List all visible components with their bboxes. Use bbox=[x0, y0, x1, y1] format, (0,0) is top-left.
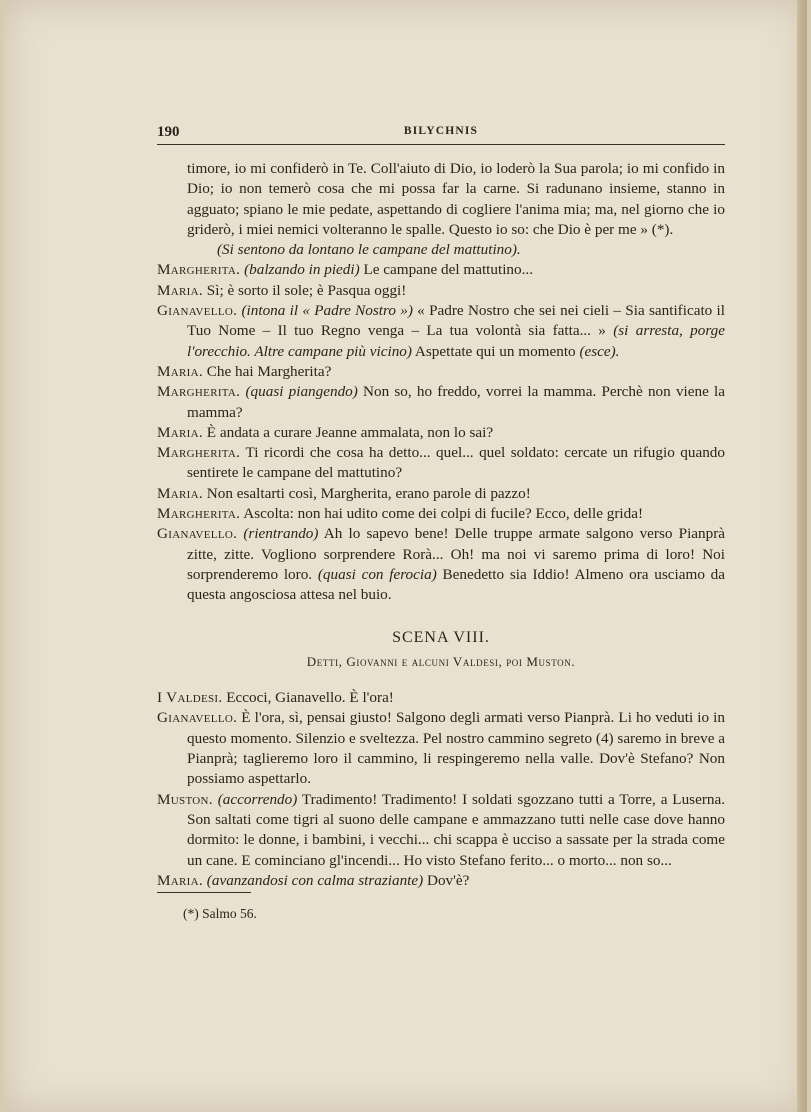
dialogue-line bbox=[157, 423, 725, 443]
speaker-name: Gianavello. bbox=[157, 525, 238, 543]
stage-direction: (balzando in piedi) bbox=[244, 261, 360, 279]
speaker-name: Gianavello. bbox=[157, 302, 238, 320]
speaker-name: Maria. bbox=[157, 423, 203, 441]
dialogue-text: Dov'è? bbox=[427, 871, 470, 889]
dialogue-line bbox=[157, 524, 725, 605]
dialogue-line bbox=[157, 708, 725, 789]
dialogue-line bbox=[157, 484, 725, 504]
stage-direction: (avanzandosi con calma straziante) bbox=[206, 871, 424, 889]
scene-title: SCENA VIII. bbox=[392, 628, 490, 646]
page-edge bbox=[797, 0, 807, 1112]
speaker-name: Gianavello. bbox=[157, 709, 238, 727]
dialogue-line bbox=[157, 382, 725, 423]
dialogue-line bbox=[157, 260, 725, 280]
speaker-name: Muston. bbox=[157, 790, 213, 808]
dialogue-text: È andata a curare Jeanne ammalata, non lo sai? bbox=[206, 423, 494, 441]
speaker-name: Margherita. bbox=[157, 505, 241, 523]
stage-direction: (intona il « Padre Nostro ») bbox=[241, 302, 413, 320]
dialogue-text: Tradimento! Tradimento! I soldati sgozzano tutti a Torre, a Luserna. Son saltati come tigri al suono delle campane e ammazzano tutti nelle case dove hanno dormito: le donne, i bambini, i vecchi... chi scappa è ucciso a sassate per la strada come un cane. E cominciano gl'incendi... Ho visto Stefano ferito... o morto... non so... bbox=[187, 790, 726, 869]
speaker-name: I Valdesi. bbox=[157, 689, 223, 707]
dialogue-line bbox=[157, 301, 725, 362]
page-number: 190 bbox=[157, 124, 180, 140]
running-head: BILYCHNIS bbox=[403, 125, 479, 137]
dialogue-line bbox=[157, 871, 725, 891]
speaker-name: Margherita. bbox=[157, 261, 241, 279]
stage-direction: (Si sentono da lontano le campane del mattutino). bbox=[217, 241, 521, 259]
dialogue-line bbox=[157, 790, 725, 871]
paragraph: timore, io mi confiderò in Te. Coll'aiuto di Dio, io loderò la Sua parola; io mi confido in Dio; io non temerò cosa che mi possa far la carne. Si radunano insieme, stanno in agguato; spiano le mie pedate, aspettando di cogliere l'anima mia; ma, nel giorno che io griderò, i miei nemici volteranno le spalle. Questo io so: che Dio è per me » (*). bbox=[187, 160, 725, 238]
scene-characters: Detti, Giovanni e alcuni Valdesi, poi Muston. bbox=[306, 653, 576, 669]
dialogue-line bbox=[157, 688, 725, 708]
speaker-name: Margherita. bbox=[157, 444, 241, 462]
dialogue-text: « Padre Nostro che sei nei cieli – Sia santificato il Tuo Nome – Il tuo Regno venga – La tua volontà sia fatta... » bbox=[187, 302, 725, 340]
dialogue-text: Eccoci, Gianavello. È l'ora! bbox=[226, 689, 394, 707]
dialogue-line bbox=[157, 281, 725, 301]
page-header bbox=[157, 124, 725, 145]
dialogue-text: È l'ora, sì, pensai giusto! Salgono degli armati verso Pianprà. Li ho veduti io in questo momento. Silenzio e sveltezza. Pel nostro cammino segreto (4) saremo in breve a Pianprà; taglieremo loro il cammino, li respingeremo nella valle. Dov'è Stefano? Non possiamo aspettarlo. bbox=[187, 709, 725, 788]
dialogue-line bbox=[157, 504, 725, 524]
speaker-name: Maria. bbox=[157, 484, 203, 502]
dialogue-text: Ascolta: non hai udito come dei colpi di fucile? Ecco, delle grida! bbox=[243, 505, 644, 523]
stage-direction: (si arresta, porge l'orecchio. Altre campane più vicino) bbox=[187, 322, 726, 360]
speaker-name: Maria. bbox=[157, 281, 203, 299]
footnote: (*) Salmo 56. bbox=[183, 906, 257, 921]
speaker-name: Maria. bbox=[157, 362, 203, 380]
dialogue-text: Le campane del mattutino... bbox=[363, 261, 534, 279]
dialogue-line bbox=[157, 443, 725, 484]
speaker-name: Margherita. bbox=[157, 383, 241, 401]
dialogue-line bbox=[157, 362, 725, 382]
dialogue-text: Benedetto sia Iddio! Almeno ora usciamo da questa angosciosa attesa nel buio. bbox=[187, 565, 725, 604]
stage-direction: (esce). bbox=[579, 342, 620, 360]
dialogue-text: Sì; è sorto il sole; è Pasqua oggi! bbox=[206, 281, 407, 299]
dialogue-text: Aspettate qui un momento bbox=[414, 342, 576, 360]
dialogue-text: Che hai Margherita? bbox=[206, 362, 332, 380]
stage-direction: (accorrendo) bbox=[217, 790, 298, 808]
main-text bbox=[157, 159, 725, 891]
stage-direction: (rientrando) bbox=[243, 525, 319, 543]
dialogue-text: Non esaltarti così, Margherita, erano parole di pazzo! bbox=[206, 484, 531, 502]
dialogue-text: Non so, ho freddo, vorrei la mamma. Perchè non viene la mamma? bbox=[187, 383, 725, 421]
dialogue-text: Ti ricordi che cosa ha detto... quel... quel soldato: cercate un rifugio quando sentirete le campane del mattutino? bbox=[187, 444, 725, 482]
stage-direction: (quasi piangendo) bbox=[245, 383, 358, 401]
footnote-rule bbox=[157, 892, 251, 893]
dialogue-text: Ah lo sapevo bene! Delle truppe armate salgono verso Pianprà zitte, zitte. Vogliono sorprendere Rorà... Oh! ma noi vi saremo prima di loro! Noi sorprenderemo loro. bbox=[187, 525, 726, 583]
stage-direction: (quasi con ferocia) bbox=[317, 565, 437, 583]
speaker-name: Maria. bbox=[157, 871, 203, 889]
